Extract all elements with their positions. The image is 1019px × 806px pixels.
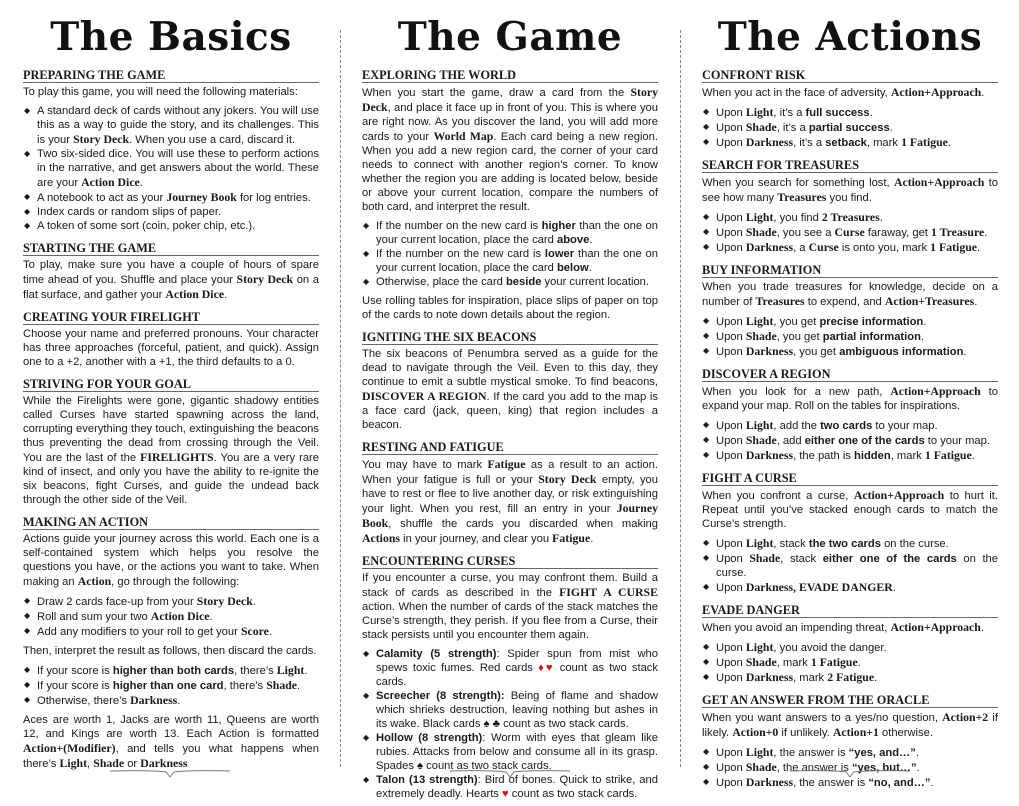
paragraph: To play, make sure you have a couple of hours of spare time ahead of you. Shuffle and place your Story Deck on a flat surface, and gather your Action Dice. <box>23 259 319 301</box>
section-heading: MAKING AN ACTION <box>23 515 319 530</box>
section-heading: ENCOUNTERING CURSES <box>362 554 658 569</box>
bullet-list <box>702 314 998 359</box>
bullet-list <box>702 418 998 463</box>
list-item: ◆ Upon Darkness, the answer is “no, and…”. <box>702 775 998 790</box>
list-item: ◆ Upon Shade, stack either one of the cards on the curse. <box>702 551 998 580</box>
section-heading: RESTING AND FATIGUE <box>362 440 658 455</box>
list-item: ◆ If the number on the new card is higher than the one on your current location, place the card above. <box>362 219 658 247</box>
bullet-list <box>23 663 319 708</box>
list-item: ◆ A standard deck of cards without any jokers. You will use this as a way to guide the story, and its challenges. This is your Story Deck. When you use a card, discard it. <box>23 104 319 147</box>
section-evade-danger <box>702 603 998 685</box>
list-item: ◆ Upon Light, the answer is “yes, and…”. <box>702 745 998 760</box>
bullet-list <box>702 210 998 255</box>
list-item: ◆ Roll and sum your two Action Dice. <box>23 609 319 624</box>
section-creating-your-firelight <box>23 310 319 369</box>
section-heading: FIGHT A CURSE <box>702 471 998 486</box>
paragraph: The six beacons of Penumbra served as a guide for the dead to navigate through the Veil. Even to this day, they continue to emit a subtle mystical smoke. To find beacons, DISCOVER A REGION. If the card you add to the map is a face card (jack, queen, king) that region includes a beacon. <box>362 348 658 431</box>
section-preparing-the-game <box>23 68 319 233</box>
section-exploring-the-world <box>362 68 658 322</box>
paragraph: When you avoid an impending threat, Action+Approach. <box>702 620 984 634</box>
section-heading: PREPARING THE GAME <box>23 68 319 83</box>
paragraph: When you start the game, draw a card from the Story Deck, and place it face up in front of you. This is where you are right now. As you discover the land, you will add more cards to your World Map. Each card being a new region. When you add a new region card, the corner of your card needs to connect with another region’s corner. To know whether the region you are adding is located below, beside or above your current location, compare the numbers of both card, and interpret the result. <box>362 85 658 213</box>
list-item: ◆ Upon Light, you get precise information. <box>702 314 998 329</box>
paragraph: You may have to mark Fatigue as a result to an action. When your fatigue is full or your Story Deck empty, you have to rest or flee to live another day, or risk extinguishing your light. When you rest, fill an entry in your Journey Book, shuffle the cards you discarded when making Actions in your journey, and clear you Fatigue. <box>362 457 658 545</box>
bullet-list <box>23 594 319 639</box>
paragraph: When you confront a curse, Action+Approach to hurt it. Repeat until you’ve stacked enough cards to match the Curse’s strength. <box>702 488 998 530</box>
paragraph: When you act in the face of adversity, Action+Approach. <box>702 85 985 99</box>
list-item: ◆ Otherwise, there’s Darkness. <box>23 693 319 708</box>
column-the-basics <box>23 0 319 776</box>
section-heading: CREATING YOUR FIRELIGHT <box>23 310 319 325</box>
list-item: ◆ If your score is higher than one card, there’s Shade. <box>23 678 319 693</box>
list-item: ◆ If the number on the new card is lower than the one on your current location, place the card below. <box>362 247 658 275</box>
list-item: ◆ Draw 2 cards face-up from your Story Deck. <box>23 594 319 609</box>
column-title: The Game <box>397 14 623 60</box>
column-title: The Actions <box>717 14 983 60</box>
bullet-list <box>702 536 998 595</box>
heart-suit-icon: ♥ <box>545 662 555 674</box>
section-striving-for-your-goal <box>23 377 319 507</box>
spade-suit-icon: ♠ <box>483 718 490 730</box>
section-heading: STARTING THE GAME <box>23 241 319 256</box>
diamond-suit-icon: ♦ <box>538 662 546 674</box>
list-item: ◆ Upon Shade, add either one of the cards to your map. <box>702 433 998 448</box>
list-item: ◆ Upon Shade, it’s a partial success. <box>702 120 998 135</box>
list-item: ◆ Upon Shade, the answer is “yes, but…”. <box>702 760 998 775</box>
paragraph: Then, interpret the result as follows, then discard the cards. <box>23 645 317 657</box>
section-discover-a-region <box>702 367 998 463</box>
section-encountering-curses <box>362 554 658 801</box>
paragraph: Aces are worth 1, Jacks are worth 11, Queens are worth 12, and Kings are worth 13. Each Action is formatted Action+(Modifier), and tells you what happens when there’s Light, Shade or Darkness <box>23 714 319 770</box>
bullet-list <box>702 640 998 685</box>
section-heading: EVADE DANGER <box>702 603 998 618</box>
paragraph: Actions guide your journey across this world. Each one is a self-contained system which helps you resolve the questions you have, or the actions you want to take. When making an Action, go through the following: <box>23 533 319 588</box>
paragraph: When you want answers to a yes/no question, Action+2 if likely. Action+0 if unlikely. Action+1 otherwise. <box>702 710 999 739</box>
list-item: ◆ Calamity (5 strength): Spider spun from mist who spews toxic fumes. Red cards ♦♥ count as two stack cards. <box>362 647 658 689</box>
section-heading: CONFRONT RISK <box>702 68 998 83</box>
list-item: ◆ Upon Darkness, a Curse is onto you, mark 1 Fatigue. <box>702 240 998 255</box>
column-divider <box>680 30 681 767</box>
bullet-list <box>362 219 658 289</box>
spade-suit-icon: ♠ <box>417 760 424 772</box>
paragraph: Choose your name and preferred pronouns. Your character has three approaches (forceful, patient, and quick). Assign one to a +2, another with a +1, the third defaults to a 0. <box>23 328 319 368</box>
section-heading: EXPLORING THE WORLD <box>362 68 658 83</box>
section-heading: STRIVING FOR YOUR GOAL <box>23 377 319 392</box>
paragraph: While the Firelights were gone, gigantic shadowy entities called Curses have started spawning across the land, corrupting everything they touch, extinguishing the beacons thus preventing the dead from crossing through the Veil. You are the last of the FIRELIGHTS. You are a very rare kind of insect, and only you have the ability to re-ignite the six beacons, fight Curses, and guide the undead back through the other side of the Veil. <box>23 395 319 506</box>
section-heading: GET AN ANSWER FROM THE ORACLE <box>702 693 998 708</box>
heart-suit-icon: ♥ <box>502 788 509 800</box>
section-fight-a-curse <box>702 471 998 595</box>
list-item: ◆ Upon Darkness, the path is hidden, mark 1 Fatigue. <box>702 448 998 463</box>
list-item: ◆ A notebook to act as your Journey Book for log entries. <box>23 190 319 205</box>
list-item: ◆ If your score is higher than both cards, there’s Light. <box>23 663 319 678</box>
section-buy-information <box>702 263 998 359</box>
list-item: ◆ Upon Shade, you get partial information. <box>702 329 998 344</box>
section-search-for-treasures <box>702 158 998 255</box>
paragraph: When you trade treasures for knowledge, decide on a number of Treasures to expend, and Action+Treasures. <box>702 281 998 308</box>
section-confront-risk <box>702 68 998 150</box>
list-item: ◆ Upon Shade, you see a Curse faraway, get 1 Treasure. <box>702 225 998 240</box>
column-the-actions <box>702 0 998 795</box>
list-item: ◆ Index cards or random slips of paper. <box>23 205 319 219</box>
list-item: ◆ Hollow (8 strength): Worm with eyes that gleam like rubies. Attacks from below and consume all in its grasp. Spades ♠ count as two stack cards. <box>362 731 658 773</box>
list-item: ◆ Upon Darkness, you get ambiguous information. <box>702 344 998 359</box>
list-item: ◆ Upon Darkness, mark 2 Fatigue. <box>702 670 998 685</box>
list-item: ◆ Upon Light, you find 2 Treasures. <box>702 210 998 225</box>
section-heading: SEARCH FOR TREASURES <box>702 158 998 173</box>
section-making-an-action <box>23 515 319 771</box>
section-igniting-the-six-beacons <box>362 330 658 432</box>
section-starting-the-game <box>23 241 319 302</box>
list-item: ◆ Upon Light, add the two cards to your map. <box>702 418 998 433</box>
section-heading: DISCOVER A REGION <box>702 367 998 382</box>
section-resting-and-fatigue <box>362 440 658 546</box>
section-heading: BUY INFORMATION <box>702 263 998 278</box>
section-heading: IGNITING THE SIX BEACONS <box>362 330 658 345</box>
paragraph: Use rolling tables for inspiration, place slips of paper on top of the cards to note down details about the region. <box>362 295 658 321</box>
list-item: ◆ Otherwise, place the card beside your current location. <box>362 275 658 289</box>
column-divider <box>340 30 341 767</box>
list-item: ◆ Upon Light, stack the two cards on the curse. <box>702 536 998 551</box>
list-item: ◆ Talon (13 strength): Bird of bones. Quick to strike, and extremely deadly. Hearts ♥ count as two stack cards. <box>362 773 658 801</box>
club-suit-icon: ♣ <box>492 718 500 730</box>
list-item: ◆ Add any modifiers to your roll to get your Score. <box>23 624 319 639</box>
column-title: The Basics <box>50 14 292 60</box>
list-item: ◆ Upon Shade, mark 1 Fatigue. <box>702 655 998 670</box>
bullet-list <box>702 105 998 150</box>
flourish-ornament-icon <box>790 767 910 779</box>
list-item: ◆ Upon Darkness, it’s a setback, mark 1 Fatigue. <box>702 135 998 150</box>
list-item: ◆ Two six-sided dice. You will use these to perform actions in the narrative, and get answers about the world. These are your Action Dice. <box>23 147 319 190</box>
list-item: ◆ Upon Light, you avoid the danger. <box>702 640 998 655</box>
bullet-list <box>23 104 319 233</box>
column-the-game <box>362 0 658 806</box>
list-item: ◆ A token of some sort (coin, poker chip, etc.). <box>23 219 319 233</box>
paragraph: If you encounter a curse, you may confront them. Build a stack of cards as described in the FIGHT A CURSE action. When the number of cards of the stack matches the Curse’s strength, they perish. If you flee from a Curse, their stack persists until you encounter them again. <box>362 572 658 641</box>
flourish-ornament-icon <box>110 767 230 779</box>
list-item: ◆ Upon Darkness, EVADE DANGER. <box>702 580 998 595</box>
flourish-ornament-icon <box>450 767 570 779</box>
paragraph: To play this game, you will need the following materials: <box>23 86 298 98</box>
list-item: ◆ Screecher (8 strength): Being of flame and shadow which shrieks destruction, leaving nothing but ashes in its wake. Black cards ♠ ♣ count as two stack cards. <box>362 689 658 731</box>
paragraph: When you look for a new path, Action+Approach to expand your map. Roll on the tables for inspirations. <box>702 384 998 412</box>
list-item: ◆ Upon Light, it’s a full success. <box>702 105 998 120</box>
paragraph: When you search for something lost, Action+Approach to see how many Treasures you find. <box>702 175 998 204</box>
